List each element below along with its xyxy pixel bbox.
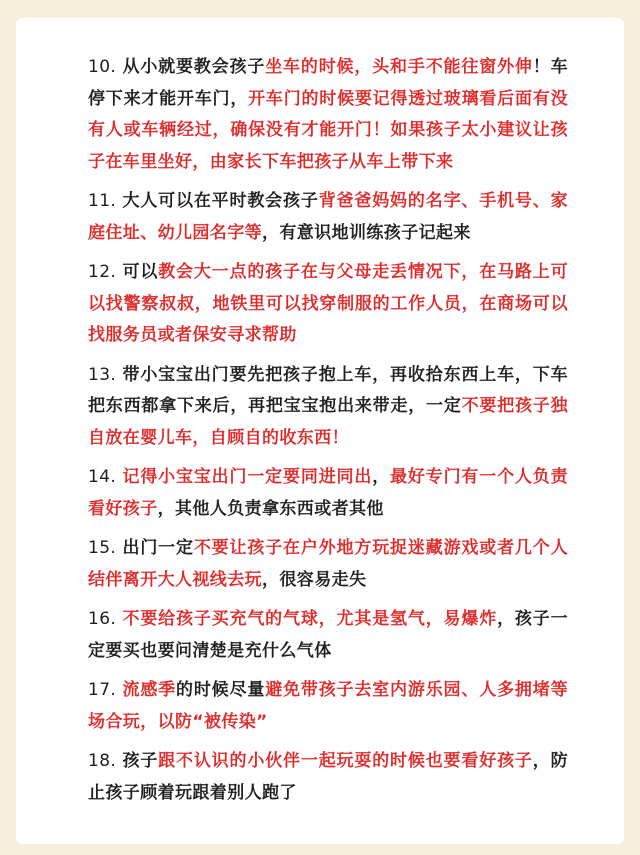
tip-number: 17.	[88, 680, 123, 700]
body-text: 从小就要教会孩子	[122, 57, 266, 77]
body-text: 可以	[122, 262, 159, 282]
highlight-text: 不要让孩子在户外地方玩捉迷藏游戏或者几个人结伴离开大人视线去玩	[88, 538, 568, 590]
highlight-text: 最好专门有一个人负责看好孩子	[88, 467, 568, 519]
highlight-text: 避免带孩子去室内游乐园、人多拥堵等场合玩，以防“被传染”	[88, 680, 568, 732]
highlight-text: 开车门的时候要记得透过玻璃看后面有没有人或车辆经过，确保没有才能开门！如果孩子太小建议让孩子在车里坐好，由家长下车把孩子从车上带下来	[88, 88, 569, 172]
body-text: ，防止孩子顾着玩跟着别人跑了	[88, 751, 568, 803]
highlight-text: 不要把孩子独自放在婴儿车，自顾自的收东西！	[88, 396, 568, 448]
tip-number: 18.	[88, 751, 123, 771]
tip-number: 11.	[88, 191, 123, 211]
tip-item-13	[88, 360, 568, 455]
document-page	[16, 18, 624, 844]
highlight-text: 背爸爸妈妈的名字、手机号、家庭住址、幼儿园名字等	[88, 191, 568, 243]
body-text: ，其他人负责拿东西或者其他	[157, 498, 384, 519]
tip-item-16	[88, 604, 568, 667]
tip-item-18	[88, 746, 568, 809]
body-text: ，	[372, 467, 391, 487]
highlight-text: 流感季	[122, 680, 176, 700]
tip-item-11	[88, 186, 568, 249]
body-text: ，很容易走失	[262, 569, 367, 590]
tip-item-12	[88, 257, 568, 352]
body-text: 孩子	[122, 751, 159, 771]
body-text: 的时候尽量	[176, 680, 266, 700]
highlight-text: 不要给孩子买充气的气球，尤其是氢气，易爆炸	[122, 609, 498, 629]
tip-item-14	[88, 462, 568, 525]
tip-number: 12.	[88, 262, 123, 282]
tip-item-15	[88, 533, 568, 596]
highlight-text: 记得小宝宝出门一定要同进同出	[122, 467, 373, 487]
tip-number: 16.	[88, 609, 123, 629]
highlight-text: 跟不认识的小伙伴一起玩耍的时候也要看好孩子	[158, 751, 533, 771]
tip-item-17	[88, 675, 568, 738]
tip-number: 13.	[88, 364, 123, 385]
body-text: 出门一定	[122, 538, 194, 558]
highlight-text: 教会大一点的孩子在与父母走丢情况下，在马路上可以找警察叔叔，地铁里可以找穿制服的工作人员，在商场可以找服务员或者保安寻求帮助	[88, 262, 568, 345]
tip-number: 15.	[88, 538, 123, 558]
body-text: 带小宝宝出门要先把孩子抱上车，再收拾东西上车，下车把东西都拿下来后，再把宝宝抱出来带走，一定	[88, 364, 568, 416]
body-text: ，孩子一定要买也要问清楚是充什么气体	[88, 609, 568, 661]
body-text: 大人可以在平时教会孩子	[122, 191, 319, 211]
body-text: ！车停下来才能开车门，	[88, 57, 568, 109]
highlight-text: 坐车的时候，头和手不能往窗外伸	[265, 57, 533, 77]
tip-item-10	[88, 52, 568, 178]
body-text: ，有意识地训练孩子记起来	[262, 222, 471, 243]
tip-number: 10.	[88, 57, 123, 77]
tip-number: 14.	[88, 467, 123, 487]
